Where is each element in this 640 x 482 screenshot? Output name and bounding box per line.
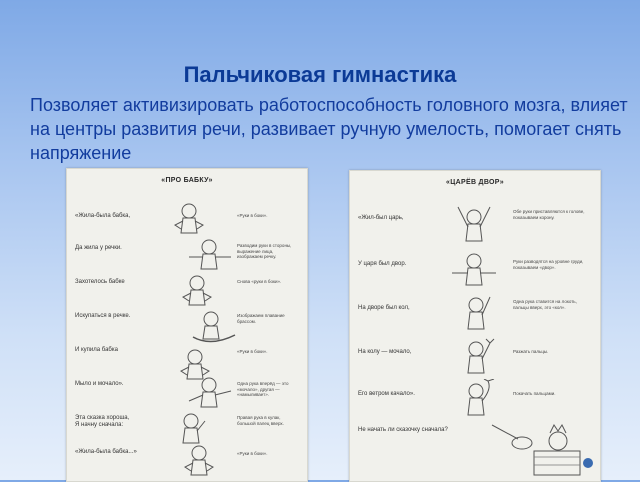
rhyme-text: На колу — мочало, (358, 349, 412, 355)
child-figure-icon (175, 443, 225, 479)
child-figure-icon (183, 375, 237, 415)
action-note: «Руки в боки». (237, 451, 268, 456)
fairy-tale-illustration-icon (488, 421, 598, 479)
action-note: Изображаем плавание брассом. (237, 313, 285, 324)
child-figure-icon (167, 411, 217, 447)
rhyme-text: На дворе был кол, (358, 305, 410, 311)
action-note: «Руки в боки». (237, 213, 268, 218)
action-note: Разжать пальцы. (513, 349, 549, 354)
list-item (67, 273, 307, 309)
action-note: «Руки в боки». (237, 349, 268, 354)
list-item (67, 309, 307, 345)
slide-title: Пальчиковая гимнастика (183, 62, 457, 87)
rhyme-text: У царя был двор. (358, 261, 407, 267)
rhyme-text: Его ветром качало». (358, 391, 415, 397)
action-note: Одна рука ставится на локоть, пальцы вверх, это «кол». (513, 299, 577, 310)
rhyme-text: Не начать ли сказочку сначала? (358, 427, 448, 433)
rhyme-text: «Жил-был царь, (358, 215, 404, 221)
action-note: Разводим руки в стороны, выражение лица, изображаем речку. (237, 243, 292, 259)
action-note: Обе руки приставляются к голове, показываем корону. (513, 209, 585, 220)
action-note: Одна рука вперёд — это «мочало», другая — «намыливает». (237, 381, 289, 397)
action-note: Руки разводятся на уровне груди, показываем «двор». (513, 259, 584, 270)
list-item (350, 337, 600, 377)
left-page-title: «ПРО БАБКУ» (161, 177, 213, 184)
action-note: Снова «руки в боки». (237, 279, 282, 284)
swimming-child-icon (185, 309, 241, 345)
list-item (350, 379, 600, 419)
child-crown-figure-icon (444, 201, 504, 245)
rhyme-text: «Жила-была бабка...» (75, 449, 137, 455)
child-figure-icon (444, 249, 504, 289)
list-item (350, 249, 600, 289)
list-item (350, 421, 600, 477)
action-note: Правая рука в кулак, большой палец вверх. (237, 415, 284, 426)
rhyme-text: Да жила у речки. (75, 245, 122, 251)
list-item (67, 445, 307, 481)
rhyme-text: И купила бабка (75, 347, 118, 353)
list-item (350, 201, 600, 245)
rhyme-text: Мыло и мочало». (75, 381, 124, 387)
child-figure-icon (446, 293, 506, 333)
list-item (67, 237, 307, 273)
slide-description: Позволяет активизировать работоспособность головного мозга, влияет на центры развития речи, развивает ручную умелость, помогает снять напряжение (30, 95, 628, 163)
right-page-title: «ЦАРЁВ ДВОР» (446, 179, 504, 186)
rhyme-text: Захотелось бабке (75, 279, 125, 285)
child-figure-icon (446, 337, 506, 377)
rhyme-text: Искупаться в речке. (75, 313, 131, 319)
rhyme-text: «Жила-была бабка, (75, 213, 131, 219)
child-figure-icon (173, 273, 223, 309)
child-figure-icon (185, 237, 235, 273)
rhyme-text: Эта сказка хороша, Я начну сначала: (75, 415, 130, 428)
list-item (350, 293, 600, 333)
action-note: Покачать пальцами. (513, 391, 556, 396)
child-figure-icon (446, 379, 506, 419)
left-scan-page (66, 168, 308, 482)
child-figure-icon (165, 201, 215, 237)
list-item (67, 201, 307, 237)
right-scan-page (349, 170, 601, 482)
